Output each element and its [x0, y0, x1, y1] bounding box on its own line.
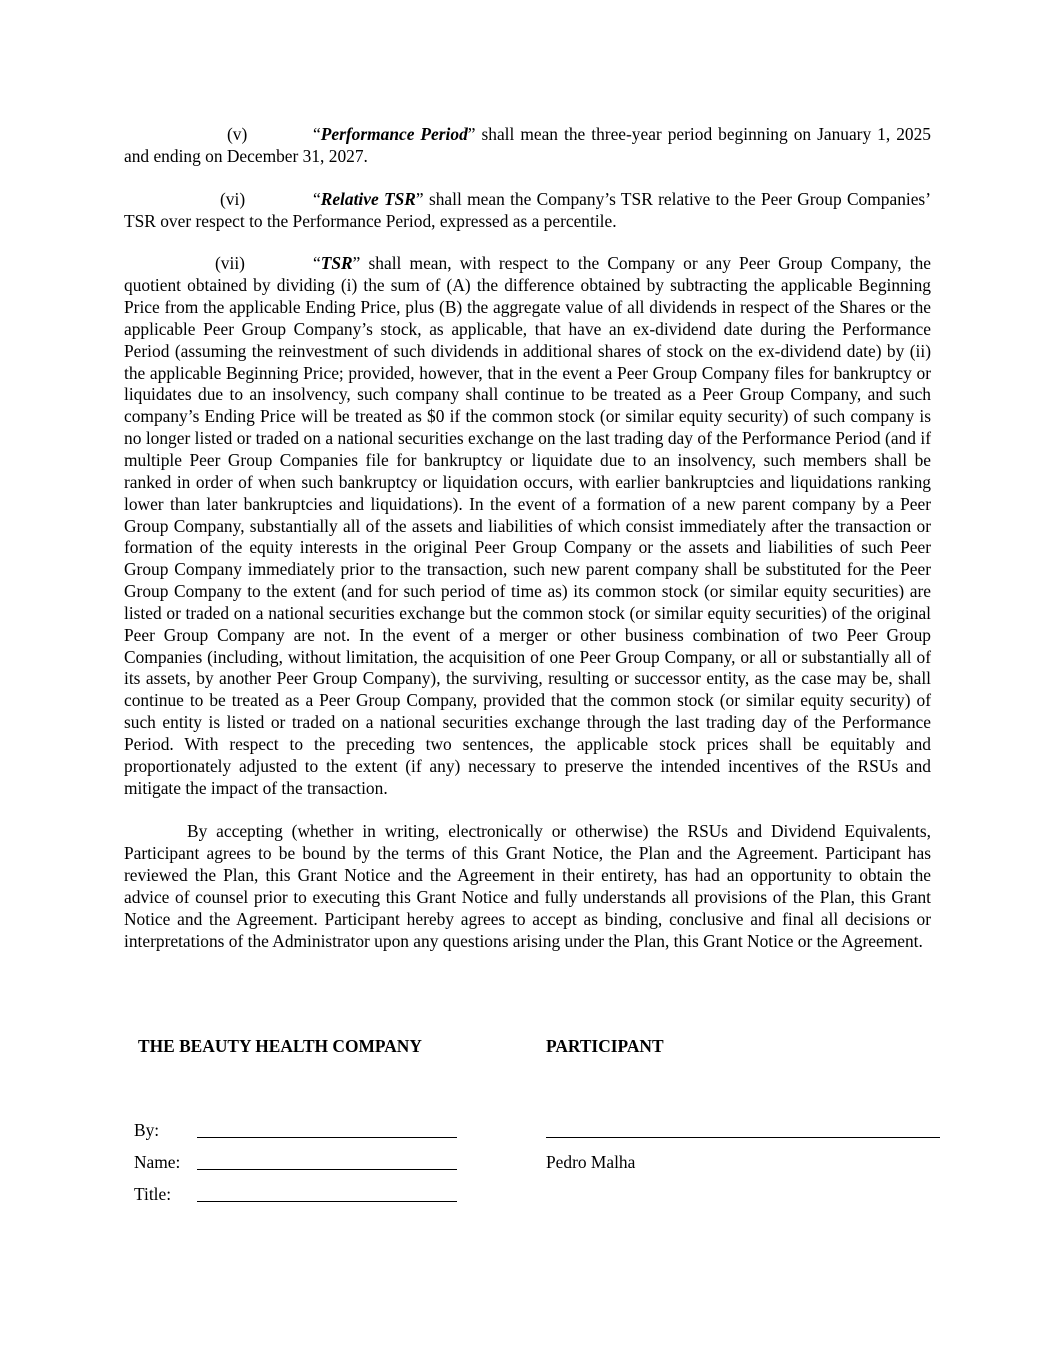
company-heading: THE BEAUTY HEALTH COMPANY — [138, 1036, 422, 1056]
company-name-line[interactable] — [197, 1169, 457, 1170]
definition-text: shall mean the three-year period beginning on January 1, 2025 and ending on December 31, 2027. — [124, 124, 931, 166]
participant-signature-line[interactable] — [546, 1137, 940, 1138]
definition-number: (vi) — [220, 188, 246, 209]
definition-relative-tsr — [124, 189, 931, 233]
close-quote: ” — [467, 124, 476, 144]
company-title-line[interactable] — [197, 1201, 457, 1202]
close-quote: ” — [415, 188, 424, 209]
defined-term: TSR — [320, 253, 353, 274]
defined-term: Performance Period — [320, 124, 468, 144]
close-quote: ” — [352, 253, 361, 274]
company-signature-line[interactable] — [197, 1137, 457, 1138]
definition-number: (vii) — [215, 253, 245, 274]
defined-term: Relative TSR — [320, 188, 416, 209]
open-quote: “ — [313, 124, 321, 144]
definition-text: shall mean the Company’s TSR relative to the Peer Group Companies’ TSR over respect to the Performance Period, expressed as a percentile. — [124, 188, 931, 231]
by-label: By: — [134, 1120, 160, 1140]
participant-heading: PARTICIPANT — [546, 1036, 664, 1056]
acceptance-paragraph: By accepting (whether in writing, electronically or otherwise) the RSUs and Dividend Equivalents, Participant agrees to be bound by the terms of this Grant Notice, the Plan and the Agreement. Participant has reviewed the Plan, this Grant Notice and the Agreement in their entirety, has had an opportunity to obtain the advice of counsel prior to executing this Grant Notice and fully understands all provisions of the Plan, this Grant Notice and the Agreement. Participant hereby agrees to accept as binding, conclusive and final all decisions or interpretations of the Administrator upon any questions arising under the Plan, this Grant Notice or the Agreement. — [124, 821, 931, 951]
name-label: Name: — [134, 1152, 181, 1172]
open-quote: “ — [313, 253, 321, 274]
definition-number: (v) — [227, 124, 248, 144]
definition-performance-period — [124, 124, 931, 168]
open-quote: “ — [313, 188, 321, 209]
title-label: Title: — [134, 1184, 172, 1204]
definition-tsr — [124, 253, 931, 799]
definition-text: shall mean, with respect to the Company or any Peer Group Company, the quotient obtained by dividing (i) the sum of (A) the difference obtained by subtracting the applicable Beginning Price from the applicable Ending Price, plus (B) the aggregate value of all dividends in respect of the Shares or the applicable Peer Group Company’s stock, as applicable, that have an ex-dividend date during the Performance Period (assuming the reinvestment of such dividends in additional shares of stock on the ex-dividend date) by (ii) the applicable Beginning Price; provided, however, that in the event a Peer Group Company files for bankruptcy or liquidates due to an insolvency, such company shall continue to be treated as a Peer Group Company, and such company’s Ending Price will be treated as $0 if the common stock (or similar equity security) of such company is no longer listed or traded on a national securities exchange on the last trading day of the Performance Period (and if multiple Peer Group Companies file for bankruptcy or liquidate due to an insolvency, such members shall be ranked in order of when such bankruptcy or liquidation occurs, with earlier bankruptcies and liquidations ranking lower than later bankruptcies and liquidations). In the event of a formation of a new parent company by a Peer Group Company, substantially all of the assets and liabilities of which consist immediately after the transaction or formation of the equity interests in the original Peer Group Company or the assets and liabilities of such Peer Group Company immediately prior to the transaction, such new parent company shall be substituted for the Peer Group Company to the extent (and for such period of time as) its common stock (or similar equity securities) are listed or traded on a national securities exchange but the common stock (or similar equity securities) of the original Peer Group Company are not. In the event of a merger or other business combination of two Peer Group Companies (including, without limitation, the acquisition of one Peer Group Company, or all or substantially all of its assets, by another Peer Group Company), the surviving, resulting or successor entity, as the case may be, shall continue to be treated as a Peer Group Company, provided that the common stock (or similar equity security) of such entity is listed or traded on a national securities exchange through the last trading day of the Performance Period. With respect to the preceding two sentences, the applicable stock prices shall be equitably and proportionately adjusted to the extent (if any) necessary to preserve the intended incentives of the RSUs and mitigate the impact of the transaction. — [124, 253, 931, 798]
participant-name: Pedro Malha — [546, 1152, 636, 1172]
document-body — [124, 124, 931, 953]
